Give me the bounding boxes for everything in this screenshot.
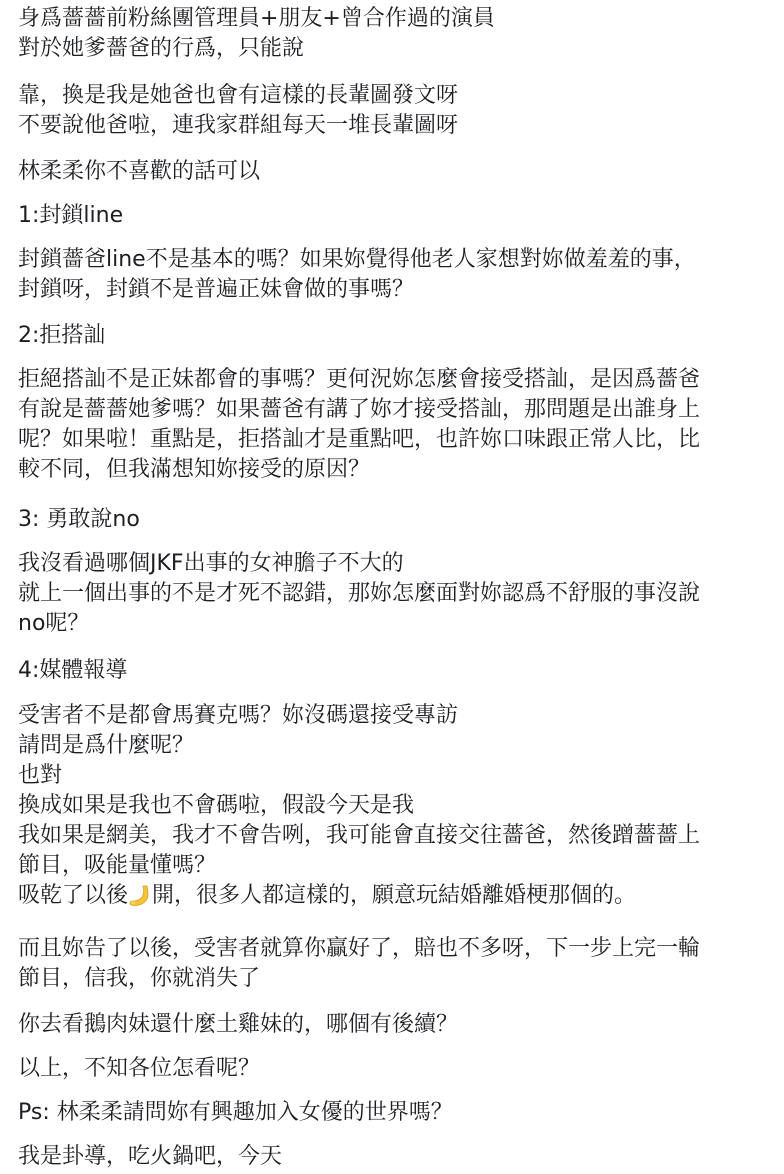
text-line: 呢？如果啦！重點是，拒搭訕才是重點吧，也許妳口味跟正常人比，比 [18,427,701,452]
text-line: 拒絕搭訕不是正妹都會的事嗎？更何況妳怎麼會接受搭訕，是因爲薔爸 [18,367,701,392]
paragraph [18,1054,774,1084]
text-line: 我沒看過哪個JKF出事的女神膽子不大的 [18,551,404,576]
text-line: 節目，信我，你就消失了 [18,966,261,991]
text-line-with-emoji [18,881,774,911]
paragraph [18,1098,774,1128]
paragraph [18,549,774,639]
text-line: 就上一個出事的不是才死不認錯，那妳怎麼面對妳認爲不舒服的事沒說 [18,581,701,606]
paragraph [18,701,774,911]
paragraph [18,245,774,305]
text-line: 封鎖薔爸line不是基本的嗎？如果妳覺得他老人家想對妳做羞羞的事， [18,247,696,272]
text-line: 也對 [18,763,63,788]
text-line: 對於她爹薔爸的行爲，只能說 [18,36,305,61]
text-line: 不要說他爸啦，連我家群組每天一堆長輩圖呀 [18,113,459,138]
text-line: 我如果是網美，我才不會告咧，我可能會直接交往薔爸，然後蹭薔薔上 [18,823,701,848]
text-line: 靠，換是我是她爸也會有這樣的長輩圖發文呀 [18,83,459,108]
paragraph [18,656,774,686]
text-line: 林柔柔你不喜歡的話可以 [18,159,261,184]
paragraph [18,81,774,141]
text-line: 以上，不知各位怎看呢？ [18,1056,261,1081]
text-line: 2:拒搭訕 [18,323,106,348]
text-line: 有說是薔薔她爹嗎？如果薔爸有講了妳才接受搭訕，那問題是出誰身上 [18,397,701,422]
paragraph [18,1010,774,1040]
text-line: 節目，吸能量懂嗎？ [18,853,217,878]
text-line: 1:封鎖line [18,203,124,228]
paragraph [18,201,774,231]
text-segment: 吸乾了以後 [18,883,129,908]
text-line: 較不同，但我滿想知妳接受的原因？ [18,457,371,482]
text-line: Ps: 林柔柔請問妳有興趣加入女優的世界嗎？ [18,1100,453,1125]
paragraph [18,1142,774,1172]
text-line: 4:媒體報導 [18,658,128,683]
text-line: 請問是爲什麼呢？ [18,733,195,758]
paragraph [18,4,774,64]
text-line: 封鎖呀，封鎖不是普遍正妹會做的事嗎？ [18,277,415,302]
text-segment: 開，很多人都這樣的，願意玩結婚離婚梗那個的。 [152,883,637,908]
paragraph [18,157,774,187]
text-line: 3: 勇敢說no [18,507,140,532]
text-line: 你去看鵝肉妹還什麼土雞妹的，哪個有後續？ [18,1012,459,1037]
text-line: 我是卦導，吃火鍋吧，今天 [18,1144,283,1169]
text-line: 受害者不是都會馬賽克嗎？妳沒碼還接受專訪 [18,703,459,728]
text-line: 換成如果是我也不會碼啦，假設今天是我 [18,793,415,818]
paragraph [18,365,774,485]
paragraph [18,934,774,994]
paragraph [18,505,774,535]
text-line: 身爲薔薔前粉絲團管理員+朋友+曾合作過的演員 [18,6,495,31]
text-line: 而且妳告了以後，受害者就算你贏好了，賠也不多呀，下一步上完一輪 [18,936,701,961]
paragraph [18,321,774,351]
text-line: no呢？ [18,611,90,636]
foot-emoji-icon [129,884,151,906]
